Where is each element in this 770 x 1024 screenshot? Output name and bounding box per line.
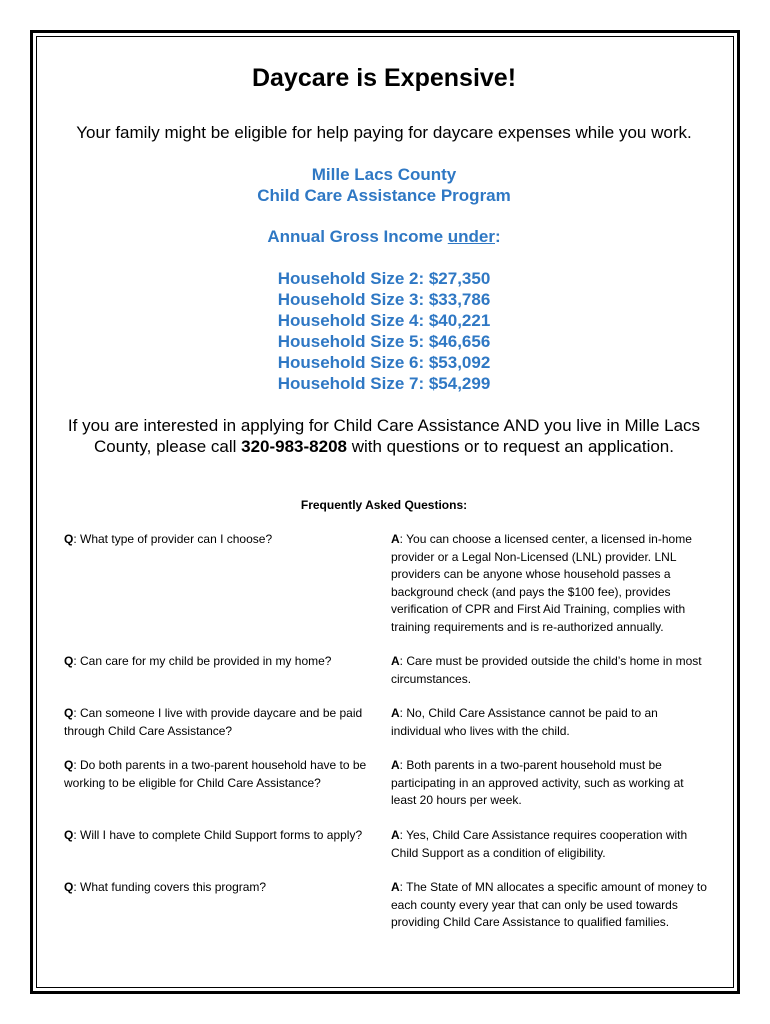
flyer	[36, 36, 732, 986]
faq-answer: A: Yes, Child Care Assistance requires cooperation with Child Support as a condition of eligibility.	[391, 828, 688, 860]
income-label-under: under	[447, 227, 495, 246]
faq-answer: A: Care must be provided outside the child’s home in most circumstances.	[391, 654, 702, 686]
household-size-list	[36, 268, 732, 394]
faq-answer: A: You can choose a licensed center, a licensed in-home provider or a Legal Non-Licensed (LNL) provider. LNL providers can be anyone whose household passes a background check (and pays the $100 fee), provides verification of CPR and First Aid Training, complies with training requirements and is re-authorized annually.	[391, 532, 692, 634]
faq-question: Q: Do both parents in a two-parent household have to be working to be eligible for Child Care Assistance?	[64, 758, 367, 790]
income-label-suffix: :	[495, 227, 501, 246]
household-size-4: Household Size 4: $40,221	[277, 311, 491, 330]
county-name: Mille Lacs County	[311, 165, 457, 184]
household-size-5: Household Size 5: $46,656	[277, 332, 491, 351]
faq-question: Q: Can care for my child be provided in my home?	[64, 654, 332, 668]
faq-question: Q: Will I have to complete Child Support forms to apply?	[64, 828, 363, 842]
faq-answer: A: Both parents in a two-parent household must be participating in an approved activity, such as working at least 20 hours per week.	[391, 758, 684, 807]
household-size-3: Household Size 3: $33,786	[277, 290, 491, 309]
income-heading	[36, 227, 732, 247]
faq-heading: Frequently Asked Questions:	[300, 498, 468, 512]
household-size-6: Household Size 6: $53,092	[277, 353, 491, 372]
faq-answer: A: The State of MN allocates a specific amount of money to each county every year that can only be used towards providing Child Care Assistance to qualified families.	[391, 880, 707, 929]
household-size-2: Household Size 2: $27,350	[277, 269, 491, 288]
program-name: Child Care Assistance Program	[257, 186, 511, 205]
faq-answer: A: No, Child Care Assistance cannot be paid to an individual who lives with the child.	[391, 706, 658, 738]
phone-number: 320-983-8208	[241, 437, 347, 456]
page-title: Daycare is Expensive!	[251, 64, 517, 92]
intro-text: Your family might be eligible for help paying for daycare expenses while you work.	[76, 123, 692, 142]
faq-question: Q: Can someone I live with provide daycare and be paid through Child Care Assistance?	[64, 706, 363, 738]
faq-question: Q: What type of provider can I choose?	[64, 532, 273, 546]
apply-instructions: If you are interested in applying for Child Care Assistance AND you live in Mille Lacs County, please call 320-983-8208 with questions or to request an application.	[67, 416, 701, 456]
income-label-prefix: Annual Gross Income	[267, 227, 448, 246]
faq-question: Q: What funding covers this program?	[64, 880, 267, 894]
household-size-7: Household Size 7: $54,299	[277, 374, 491, 393]
program-heading	[36, 164, 732, 206]
